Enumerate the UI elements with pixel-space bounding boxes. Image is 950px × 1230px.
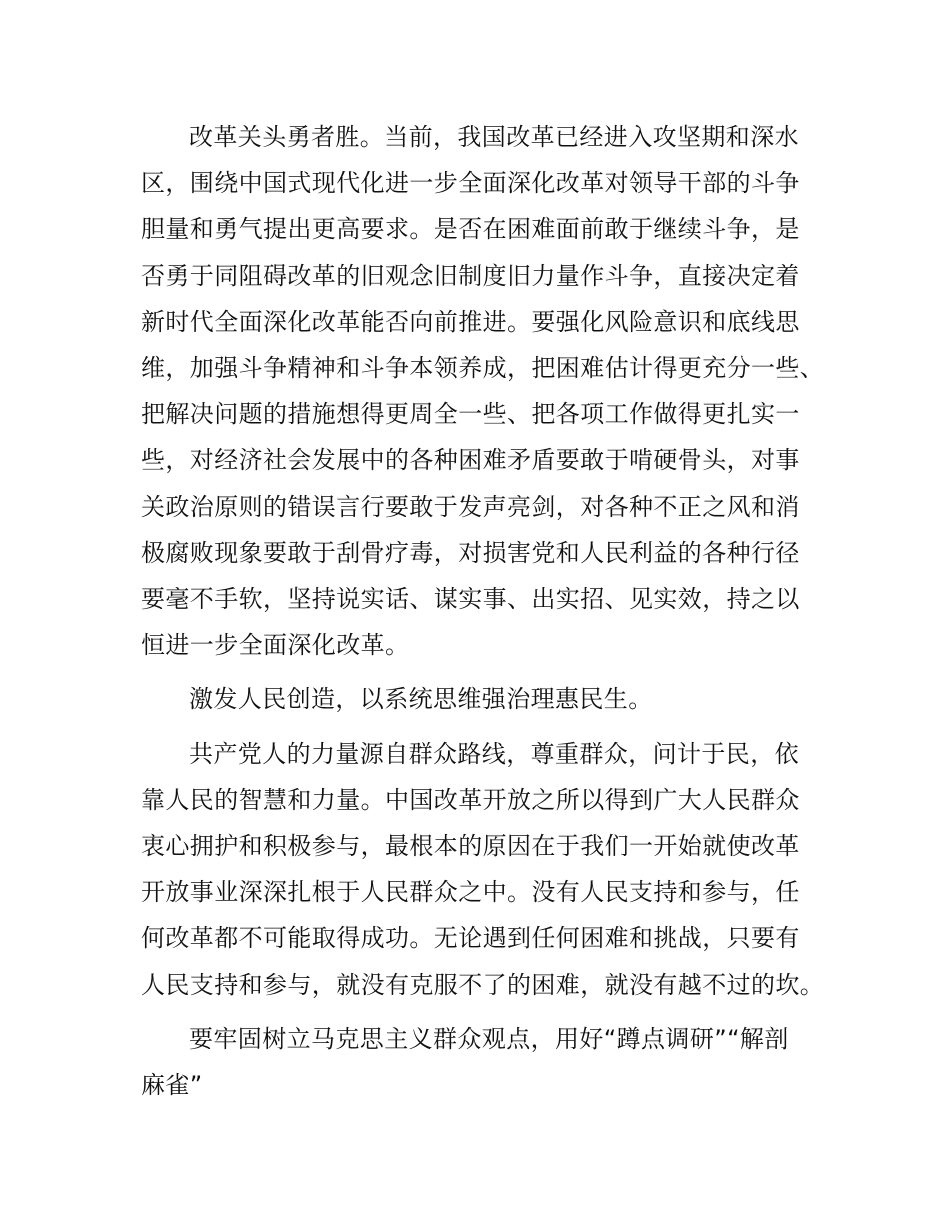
section-heading-people-creativity — [141, 676, 813, 722]
text-line: 关政治原则的错误言行要敢于发声亮剑，对各种不正之风和消 — [141, 492, 800, 521]
text-line: 否勇于同阻碍改革的旧观念旧制度旧力量作斗争，直接决定着 — [141, 261, 800, 290]
text-line: 胆量和勇气提出更高要求。是否在困难面前敢于继续斗争，是 — [141, 215, 800, 244]
text-line: 人民支持和参与，就没有克服不了的困难，就没有越不过的坎。 — [141, 970, 825, 999]
text-line: 极腐败现象要敢于刮骨疗毒，对损害党和人民利益的各种行径 — [141, 538, 800, 567]
text-line: 新时代全面深化改革能否向前推进。要强化风险意识和底线思 — [141, 307, 800, 336]
text-line: 改革关头勇者胜。当前，我国改革已经进入攻坚期和深水 — [189, 123, 799, 151]
paragraph-reform-courage — [141, 114, 825, 668]
text-line: 要毫不手软，坚持说实话、谋实事、出实招、见实效，持之以 — [141, 585, 800, 614]
text-line: 共产党人的力量源自群众路线，尊重群众，问计于民，依 — [189, 739, 799, 768]
text-line: 激发人民创造，以系统思维强治理惠民生。 — [189, 685, 653, 714]
text-line: 麻雀” — [141, 1071, 203, 1100]
text-line: 些，对经济社会发展中的各种困难矛盾要敢于啃硬骨头，对事 — [141, 446, 800, 475]
text-line: 开放事业深深扎根于人民群众之中。没有人民支持和参与，任 — [141, 878, 800, 907]
text-line: 维，加强斗争精神和斗争本领养成，把困难估计得更充分一些、 — [141, 354, 825, 383]
text-line: 把解决问题的措施想得更周全一些、把各项工作做得更扎实一 — [141, 400, 800, 429]
text-line: 恒进一步全面深化改革。 — [141, 631, 410, 660]
text-line: 靠人民的智慧和力量。中国改革开放之所以得到广大人民群众 — [141, 785, 800, 814]
paragraph-mass-line — [141, 731, 825, 1008]
document-body — [141, 114, 825, 1108]
text-line: 要牢固树立马克思主义群众观点，用好“蹲点调研”“解剖 — [189, 1024, 789, 1053]
text-line: 何改革都不可能取得成功。无论遇到任何困难和挑战，只要有 — [141, 924, 800, 953]
paragraph-marxist-view — [141, 1016, 813, 1108]
text-line: 衷心拥护和积极参与，最根本的原因在于我们一开始就使改革 — [141, 832, 800, 861]
text-line: 区，围绕中国式现代化进一步全面深化改革对领导干部的斗争 — [141, 169, 800, 198]
